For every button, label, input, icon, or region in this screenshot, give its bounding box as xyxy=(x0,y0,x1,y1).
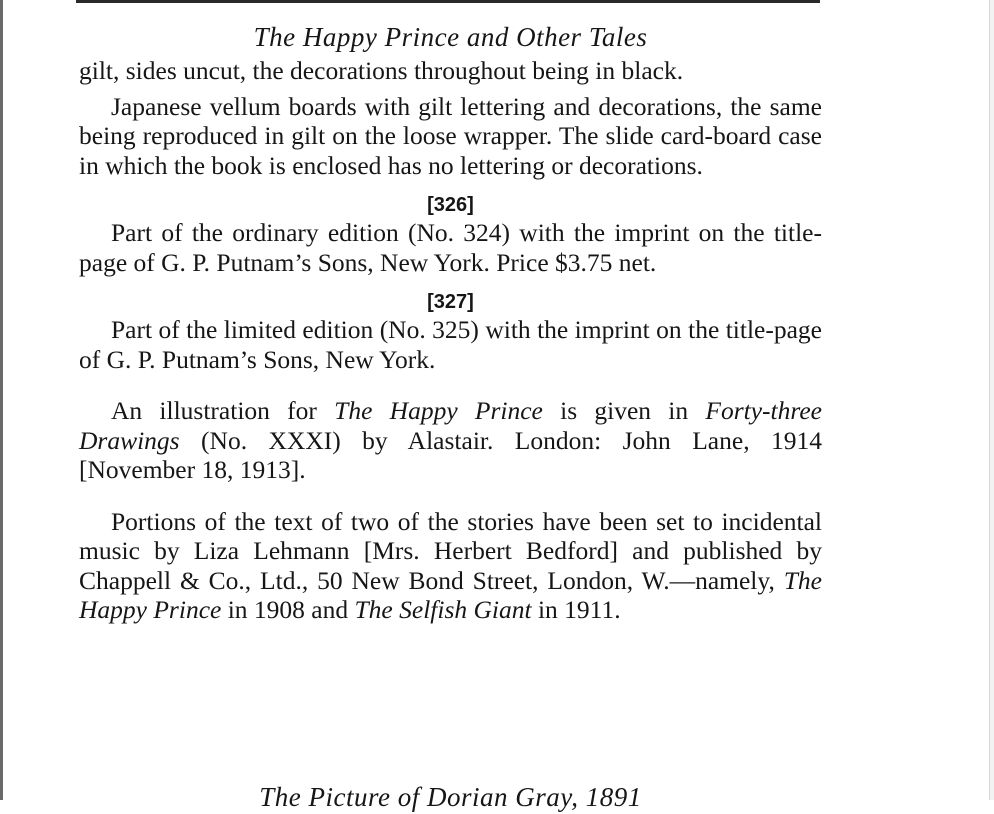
music-note-part3: in 1911. xyxy=(531,595,621,624)
page-body xyxy=(79,20,822,625)
music-note-title1: The Happy Prince xyxy=(79,565,822,624)
illustration-note xyxy=(79,396,822,485)
entry-number-326: [326] xyxy=(427,194,474,216)
illustration-note-part3: (No. XXXI) by Alastair. London: John Lane, 1914 [November 18, 1913]. xyxy=(79,425,822,484)
top-page-rule xyxy=(76,0,820,3)
right-scroll-edge xyxy=(989,0,994,800)
running-head: The Happy Prince and Other Tales xyxy=(253,22,648,52)
next-running-head: The Picture of Dorian Gray, 1891 xyxy=(259,782,642,812)
paragraph-gilt: gilt, sides uncut, the decorations throughout being in black. xyxy=(79,56,684,85)
music-note-part1: Portions of the text of two of the stories have been set to incidental music by Liza Lehmann [Mrs. Herbert Bedford] and published by Chappell & Co., Ltd., 50 New Bond Street, London, W.—namely, xyxy=(79,506,822,595)
entry-text-327: Part of the limited edition (No. 325) with the imprint on the title-page of G. P. Putnam’s Sons, New York. xyxy=(79,315,822,374)
illustration-note-part2: is given in xyxy=(542,396,706,425)
music-note xyxy=(79,507,822,625)
music-note-part2: in 1908 and xyxy=(221,595,355,624)
left-border-rule xyxy=(0,0,3,800)
illustration-note-title2: Forty-three Drawings xyxy=(79,396,822,455)
entry-text-326: Part of the ordinary edition (No. 324) with the imprint on the title-page of G. P. Putnam’s Sons, New York. Price $3.75 net. xyxy=(79,218,822,277)
music-note-title2: The Selfish Giant xyxy=(354,595,532,624)
illustration-note-title1: The Happy Prince xyxy=(334,396,543,425)
illustration-note-part1: An illustration for xyxy=(111,396,335,425)
paragraph-vellum: Japanese vellum boards with gilt lettering and decorations, the same being reproduced in gilt on the loose wrapper. The slide card-board case in which the book is enclosed has no lettering or decorations. xyxy=(79,91,822,180)
entry-number-327: [327] xyxy=(427,291,474,313)
